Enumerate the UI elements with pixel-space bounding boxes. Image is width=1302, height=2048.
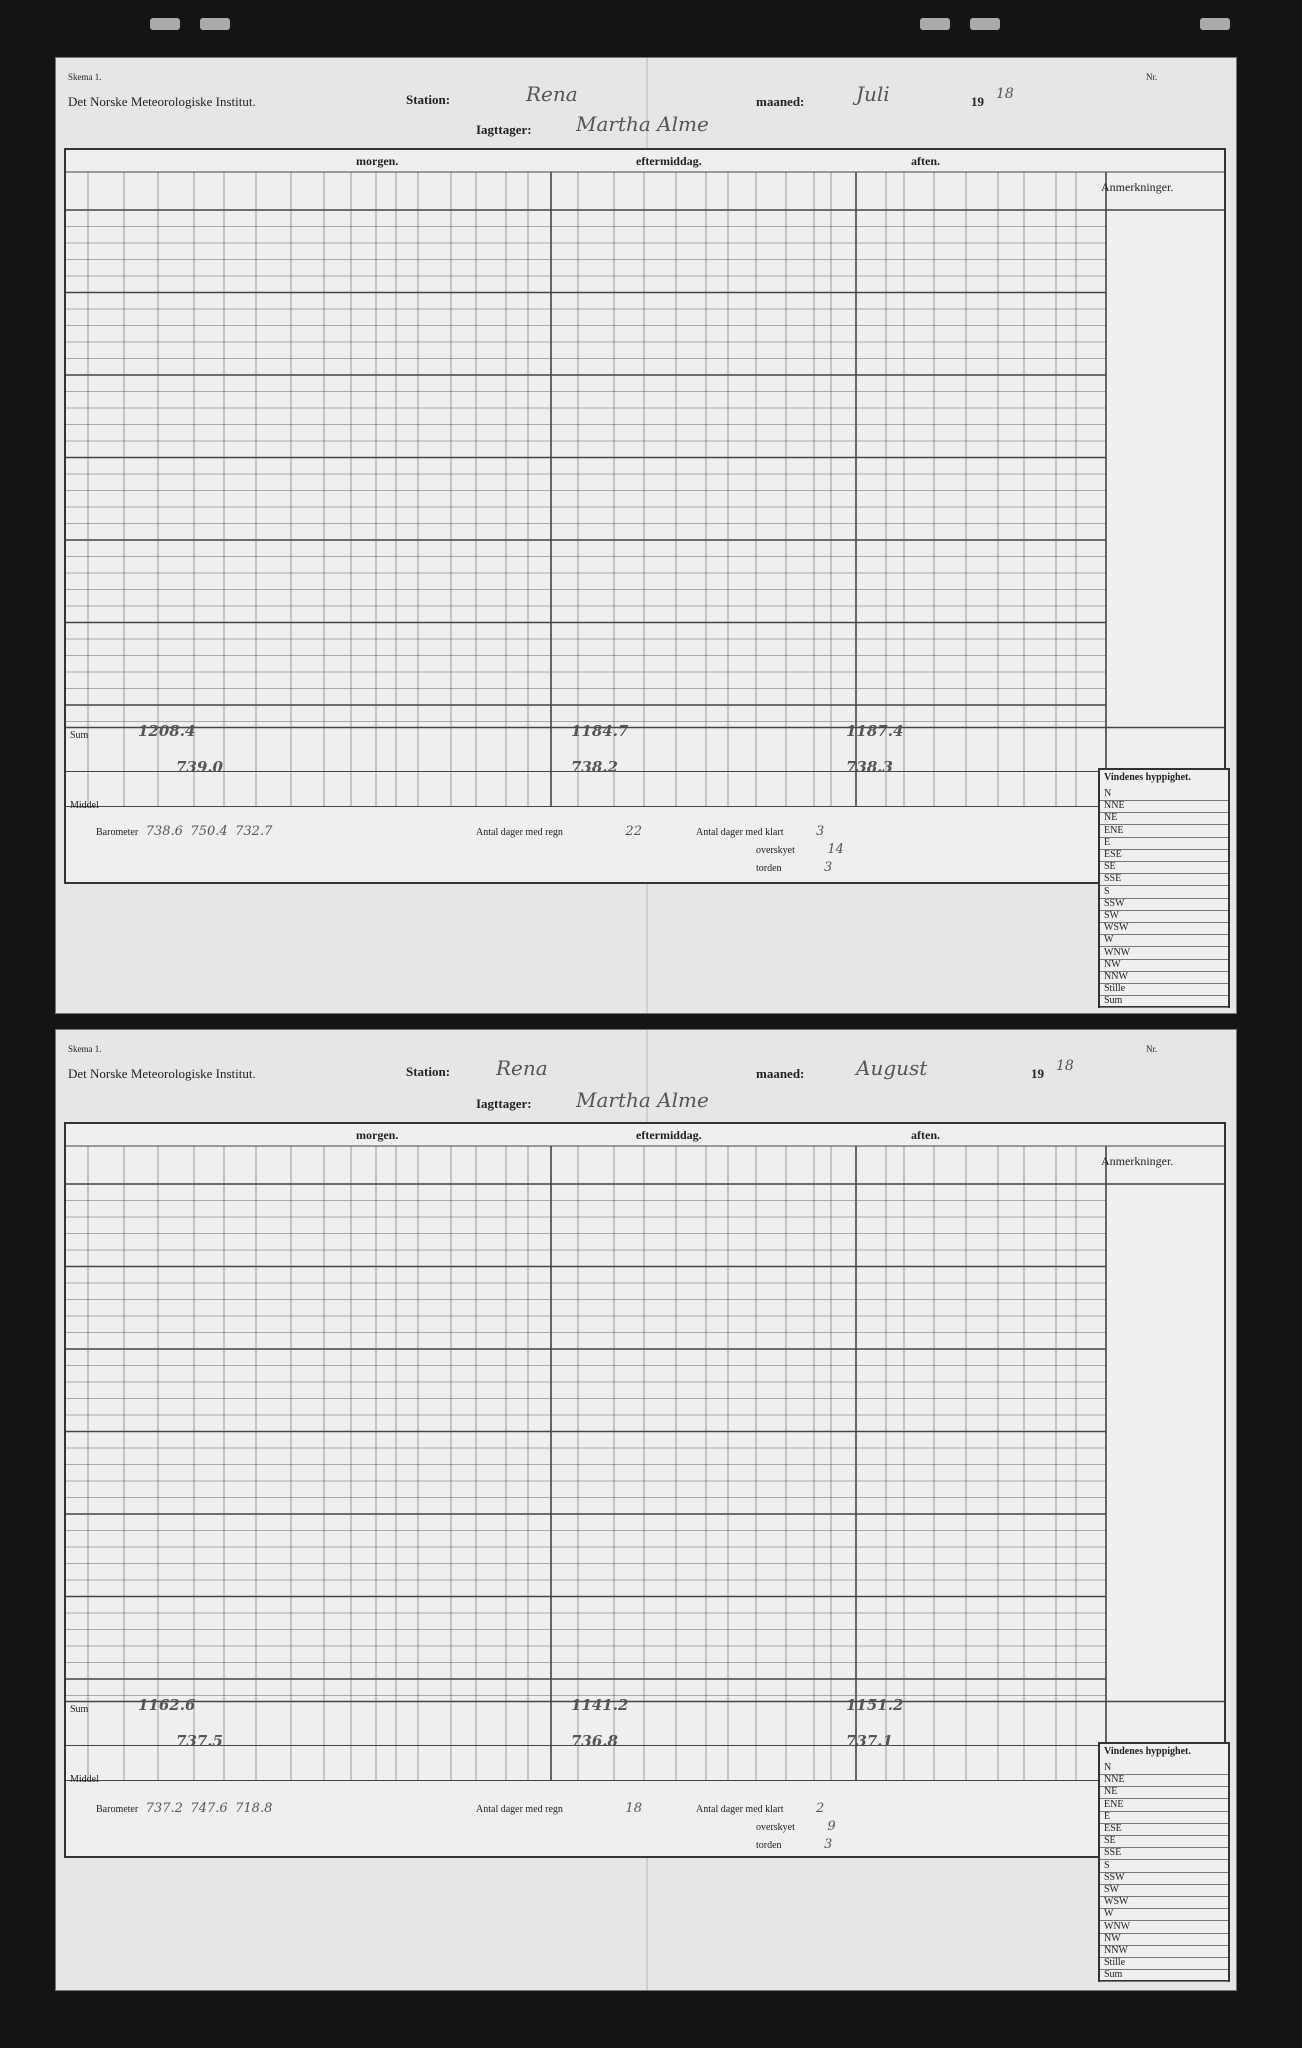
- wind-row-line: [1100, 1811, 1228, 1812]
- observer-value: Martha Alme: [576, 112, 709, 136]
- wind-direction-label: NNW: [1104, 1945, 1128, 1956]
- wind-direction-label: E: [1104, 1810, 1111, 1822]
- wind-direction-label: WNW: [1104, 1920, 1131, 1932]
- wind-row-line: [1100, 1859, 1228, 1860]
- barometer-min: 718.8: [235, 1801, 273, 1816]
- monthly-summary: [96, 1800, 272, 1818]
- barometer-label: Barometer: [96, 1804, 139, 1815]
- day-counts: [476, 1800, 642, 1818]
- monthly-summary: [96, 823, 272, 841]
- clear-days-label: Antal dager med klart: [696, 827, 784, 838]
- clear-counts: [696, 823, 844, 877]
- page-label: Skema 1.: [68, 72, 102, 82]
- section-morning: morgen.: [356, 1128, 399, 1142]
- overcast-label: overskyet: [756, 1822, 795, 1833]
- month-label: maaned:: [756, 94, 805, 109]
- observer-value: Martha Alme: [576, 1088, 709, 1112]
- wind-direction-label: ESE: [1104, 849, 1122, 860]
- thunder-label: torden: [756, 863, 782, 874]
- film-perforation: [1200, 18, 1230, 30]
- mean-morning-baro: 739.0: [176, 758, 223, 776]
- wind-direction-label: NW: [1104, 958, 1121, 970]
- clear-days: 3: [815, 824, 825, 839]
- wind-direction-label: SSW: [1104, 1871, 1125, 1883]
- thunder-label: torden: [756, 1840, 782, 1851]
- observation-table: [64, 1122, 1226, 1858]
- station-label: Station:: [406, 92, 451, 107]
- sum-afternoon-baro: 1141.2: [571, 1696, 629, 1714]
- sum-morning-baro: 1162.6: [138, 1696, 196, 1714]
- wind-row-line: [1100, 1884, 1228, 1885]
- wind-direction-label: S: [1104, 885, 1110, 897]
- rain-days: 18: [625, 1801, 642, 1816]
- table-grid-lines: [66, 150, 1224, 885]
- mean-morning-baro: 737.5: [176, 1732, 223, 1750]
- thunder-days: 3: [824, 860, 833, 875]
- barometer-min: 732.7: [235, 824, 273, 839]
- section-morning: morgen.: [356, 154, 399, 168]
- wind-row-line: [1100, 1786, 1228, 1787]
- station-value: Rena: [526, 82, 578, 106]
- table-grid-lines: [66, 1124, 1224, 1859]
- wind-row-line: [1100, 1908, 1228, 1909]
- wind-direction-label: SE: [1104, 861, 1116, 873]
- barometer-max: 750.4: [190, 824, 228, 839]
- clear-days-label: Antal dager med klart: [696, 1804, 784, 1815]
- year-value: 18: [1056, 1058, 1074, 1074]
- wind-direction-label: SW: [1104, 910, 1119, 921]
- observer-label: Iagttager:: [476, 1096, 532, 1111]
- wind-direction-label: NNW: [1104, 971, 1128, 982]
- sum-morning-baro: 1208.4: [138, 722, 196, 740]
- wind-direction-label: ENE: [1104, 1798, 1124, 1810]
- wind-direction-label: N: [1104, 1762, 1112, 1773]
- overcast-days: 14: [827, 842, 844, 857]
- mean-label: Middel: [70, 1774, 99, 1785]
- section-evening: aften.: [911, 154, 940, 168]
- section-evening: aften.: [911, 1128, 940, 1142]
- year-label: 19: [1031, 1066, 1044, 1081]
- mean-afternoon-baro: 738.2: [571, 758, 618, 776]
- observation-sheet-august: [56, 1030, 1236, 1990]
- wind-direction-label: SSW: [1104, 897, 1125, 909]
- wind-row-line: [1100, 1007, 1228, 1008]
- clear-counts: [696, 1800, 836, 1854]
- rain-days: 22: [625, 824, 642, 839]
- wind-row-line: [1100, 861, 1228, 862]
- wind-row-line: [1100, 1835, 1228, 1836]
- film-perforation: [920, 18, 950, 30]
- wind-direction-label: WSW: [1104, 1896, 1129, 1908]
- barometer-mean: 738.6: [145, 824, 183, 839]
- wind-direction-label: SW: [1104, 1884, 1119, 1895]
- wind-direction-label: NE: [1104, 812, 1118, 824]
- wind-direction-label: N: [1104, 788, 1112, 799]
- month-value: Juli: [856, 82, 890, 106]
- sum-evening-baro: 1151.2: [846, 1696, 904, 1714]
- barometer-mean: 737.2: [145, 1801, 183, 1816]
- year-value: 18: [996, 86, 1014, 102]
- rain-days-label: Antal dager med regn: [476, 827, 563, 838]
- nr-label: Nr.: [1146, 1044, 1158, 1054]
- sum-afternoon-baro: 1184.7: [571, 722, 629, 740]
- station-value: Rena: [496, 1056, 548, 1080]
- institute-name: Det Norske Meteorologiske Institut.: [68, 94, 256, 109]
- wind-row-line: [1100, 1981, 1228, 1982]
- day-counts: [476, 823, 642, 841]
- wind-direction-label: ENE: [1104, 824, 1124, 836]
- wind-direction-label: Stille: [1104, 1957, 1126, 1969]
- rain-days-label: Antal dager med regn: [476, 1804, 563, 1815]
- wind-direction-label: NNE: [1104, 1774, 1125, 1786]
- month-label: maaned:: [756, 1066, 805, 1081]
- wind-direction-label: ESE: [1104, 1823, 1122, 1834]
- wind-direction-label: Sum: [1104, 995, 1123, 1007]
- film-perforation: [970, 18, 1000, 30]
- wind-direction-label: Sum: [1104, 1969, 1123, 1981]
- wind-direction-label: WNW: [1104, 946, 1131, 958]
- wind-row-line: [1100, 910, 1228, 911]
- mean-evening-baro: 738.3: [846, 758, 893, 776]
- wind-frequency-title: Vindenes hyppighet.: [1104, 772, 1191, 783]
- wind-direction-label: SSE: [1104, 1847, 1122, 1859]
- wind-direction-label: S: [1104, 1859, 1110, 1871]
- remarks-header: Anmerkninger.: [1101, 1154, 1174, 1168]
- month-value: August: [856, 1056, 928, 1080]
- barometer-label: Barometer: [96, 827, 139, 838]
- sum-evening-baro: 1187.4: [846, 722, 904, 740]
- section-afternoon: eftermiddag.: [636, 154, 702, 168]
- sum-label: Sum: [70, 1704, 89, 1715]
- wind-frequency-title: Vindenes hyppighet.: [1104, 1746, 1191, 1757]
- wind-direction-label: SE: [1104, 1835, 1116, 1847]
- mean-evening-baro: 737.1: [846, 1732, 893, 1750]
- wind-direction-label: NW: [1104, 1932, 1121, 1944]
- mean-label: Middel: [70, 800, 99, 811]
- wind-row-line: [1100, 837, 1228, 838]
- wind-direction-label: WSW: [1104, 922, 1129, 934]
- wind-direction-label: SSE: [1104, 873, 1122, 885]
- wind-direction-label: Stille: [1104, 983, 1126, 995]
- thunder-days: 3: [824, 1837, 833, 1852]
- barometer-max: 747.6: [190, 1801, 228, 1816]
- remarks-header: Anmerkninger.: [1101, 180, 1174, 194]
- overcast-label: overskyet: [756, 845, 795, 856]
- sum-label: Sum: [70, 730, 89, 741]
- overcast-days: 9: [827, 1819, 836, 1834]
- institute-name: Det Norske Meteorologiske Institut.: [68, 1066, 256, 1081]
- wind-direction-label: E: [1104, 836, 1111, 848]
- wind-direction-label: W: [1104, 934, 1114, 946]
- mean-afternoon-baro: 736.8: [571, 1732, 618, 1750]
- wind-direction-label: W: [1104, 1908, 1114, 1920]
- page-label: Skema 1.: [68, 1044, 102, 1054]
- observation-table: [64, 148, 1226, 884]
- observation-sheet-july: [56, 58, 1236, 1013]
- film-frame-edge: [0, 0, 1302, 60]
- film-perforation: [200, 18, 230, 30]
- wind-direction-label: NNE: [1104, 800, 1125, 812]
- wind-row-line: [1100, 885, 1228, 886]
- observer-label: Iagttager:: [476, 122, 532, 137]
- wind-direction-label: NE: [1104, 1786, 1118, 1798]
- nr-label: Nr.: [1146, 72, 1158, 82]
- wind-row-line: [1100, 812, 1228, 813]
- section-afternoon: eftermiddag.: [636, 1128, 702, 1142]
- station-label: Station:: [406, 1064, 451, 1079]
- clear-days: 2: [815, 1801, 825, 1816]
- wind-row-line: [1100, 934, 1228, 935]
- film-perforation: [150, 18, 180, 30]
- year-label: 19: [971, 94, 984, 109]
- wind-frequency-table: [1098, 1742, 1230, 1982]
- wind-frequency-table: [1098, 768, 1230, 1008]
